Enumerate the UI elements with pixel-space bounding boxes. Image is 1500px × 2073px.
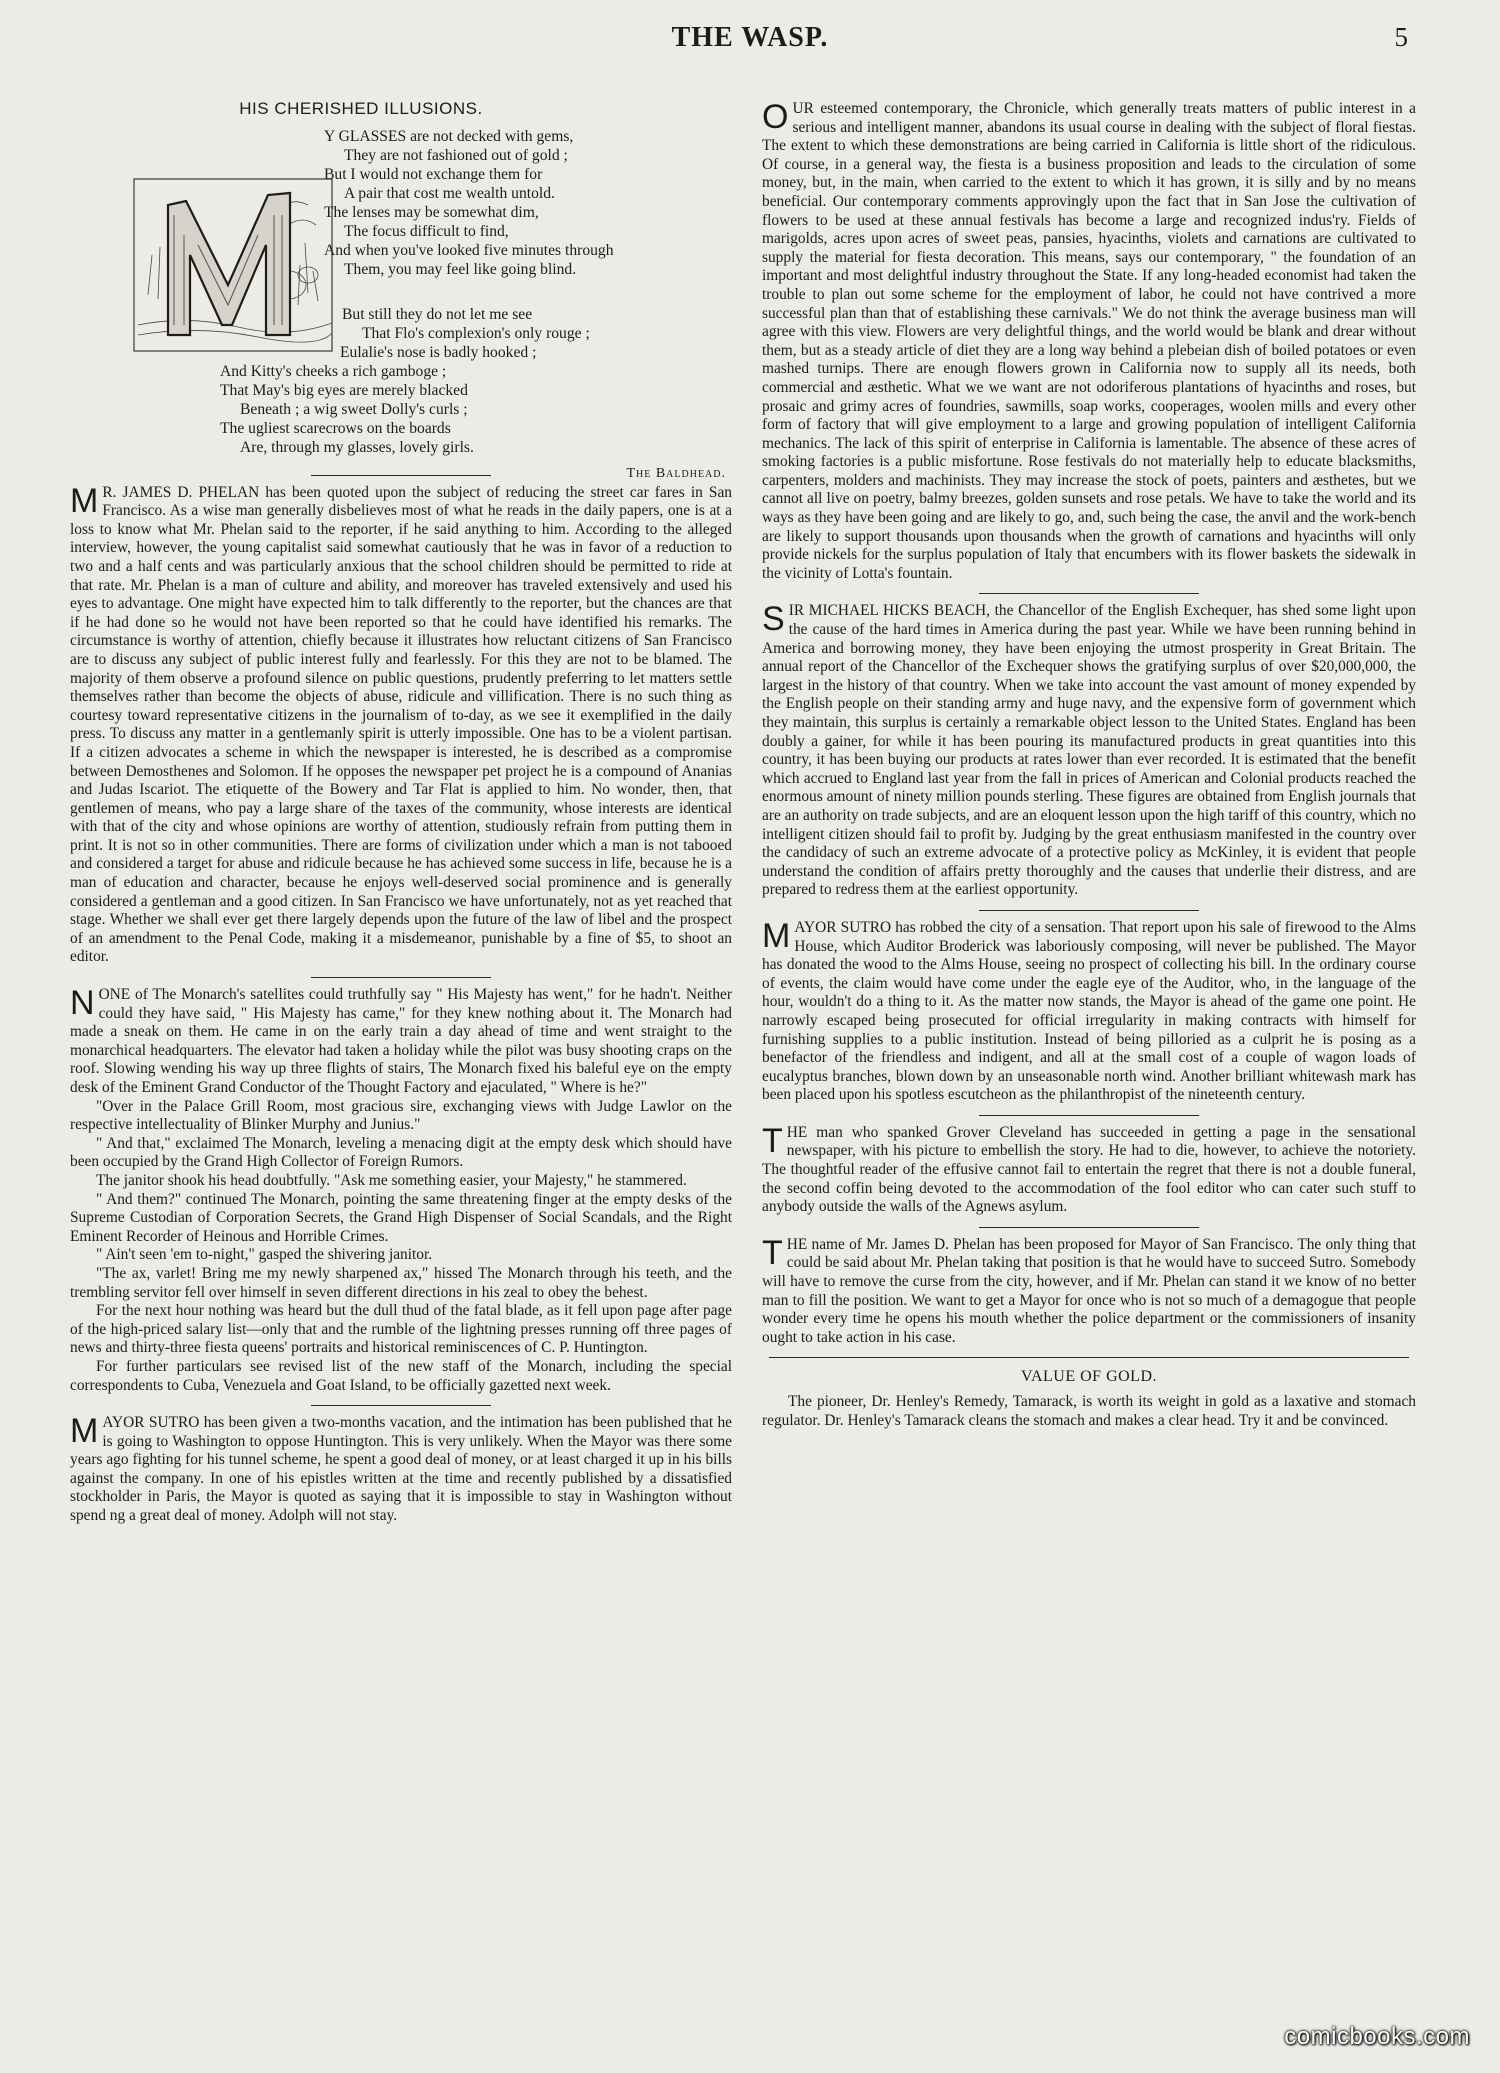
verse-line: Y GLASSES are not decked with gems, [324, 127, 574, 145]
divider-rule [311, 977, 491, 978]
verse-line: Beneath ; a wig sweet Dolly's curls ; [240, 400, 468, 418]
divider-rule [311, 1405, 491, 1406]
right-column [762, 100, 1416, 1440]
verse-line: A pair that cost me wealth untold. [344, 184, 555, 202]
article-text: " Ain't seen 'em to-night," gasped the shivering janitor. [96, 1246, 433, 1264]
verse-line: Are, through my glasses, lovely girls. [240, 438, 474, 456]
drop-cap: T [762, 1121, 783, 1160]
verse-line: The focus difficult to find, [344, 222, 509, 240]
drop-cap: N [70, 984, 95, 1023]
article-monarch [70, 986, 732, 1395]
drop-cap: M [70, 481, 99, 520]
article-text: The pioneer, Dr. Henley's Remedy, Tamarack, is worth its weight in gold as a laxative and stomach regulator. Dr. Henley's Tamarack cleans the stomach and makes a clear head. Try it and be convinced. [762, 1393, 1416, 1429]
poem-stanza-2b [220, 343, 536, 457]
divider-rule [979, 1227, 1199, 1228]
illustrated-initial-m-icon [128, 175, 338, 355]
divider-rule [979, 593, 1199, 594]
drop-cap: T [762, 1233, 783, 1272]
article-cleveland [762, 1121, 1416, 1217]
article-text: " And them?" continued The Monarch, pointing the same threatening finger at the empty desks of the Supreme Custodian of Corporation Secrets, the Grand High Dispenser of Social Scandals, and the Right Eminent Recorder of Heinous and Horrible Crimes. [70, 1190, 732, 1245]
poem-stanza-1 [324, 127, 614, 279]
advertisement-tamarack [762, 1393, 1416, 1430]
article-hicks-beach [762, 602, 1416, 900]
article-sutro-firewood [762, 916, 1416, 1105]
article-text: "Over in the Palace Grill Room, most gracious sire, exchanging views with Judge Lawlor on the respective intellectuality of Blinker Murphy and Junius." [70, 1097, 732, 1134]
divider-rule [979, 1115, 1199, 1116]
left-column [70, 100, 732, 1536]
verse-line: But still they do not let me see [342, 305, 533, 323]
article-text: "The ax, varlet! Bring me my newly sharpened ax," hissed The Monarch through his teeth, and the trembling servitor fell over himself in seven different directions in his zeal to obey the behest. [70, 1264, 732, 1301]
watermark: comicbooks.com [1284, 2023, 1470, 2050]
poem-stanza-2a [342, 305, 590, 343]
article-text: R. JAMES D. PHELAN has been quoted upon the subject of reducing the street car fares in San Francisco. As a wise man generally disbelieves most of what he reads in the daily papers, one is at a loss to know what Mr. Phelan said to the reporter, if he said anything to him. According to the alleged interview, however, the young capitalist said somewhat cautiously that he was in favor of a reduction to two and a half cents and was particularly anxious that the school children should be permitted to ride at that rate. Mr. Phelan is a man of culture and ability, and moreover has traveled extensively and used his eyes to advantage. One might have expected him to talk differently to the reporter, but the chances are that if he had done so he would not have been reported so that he could have identified his remarks. The circumstance is worthy of attention, chiefly because it illustrates how reluctant citizens of San Francisco are to discuss any subject of public interest fully and fearlessly. For this they are not to be blamed. The majority of them observe a profound silence on public questions, prudently preferring to let matters settle themselves rather than become the objects of abuse, ridicule and villification. There is no such thing as courtesy toward representative citizens in the journalism of to-day, as we see it exemplified in the daily press. To discuss any matter in a gentlemanly spirit is utterly impossible. One has to be a violent partisan. If a citizen advocates a scheme in which the newspaper is interested, he is described as a compromise between Demosthenes and Solomon. If he opposes the newspaper pet project he is a compound of Ananias and Judas Iscariot. The etiquette of the Bowery and Tar Flat is applied to him. No wonder, then, that gentlemen of means, who pay a large share of the taxes of the community, whose interests are identical with that of the city and whose opinions are worthy of attention, studiously refrain from putting them in print. It is not so in other communities. There are forms of civilization under which a man is not tabooed and considered a target for abuse and ridicule because he has achieved some success in life, because he is a man of education and character, because he enjoys well-deserved social prominence and is generally considered a gentleman and a good citizen. In San Francisco we have unfortunately, not as yet reached that stage. Whether we shall ever get there largely depends upon the future of the law of libel and the prospect of an amendment to the Penal Code, making it a misdemeanor, punishable by a fine of $5, to shoot an editor. [70, 483, 732, 966]
drop-cap: M [70, 1412, 99, 1451]
article-text: HE man who spanked Grover Cleveland has succeeded in getting a page in the sensational newspaper, with his picture to embellish the story. He had to die, however, to achieve the notoriety. The thoughtful reader of the effusive cannot fail to entertain the regret that there is not a double funeral, the second coffin being devoted to the accommodation of the fool editor who can cater such stuff to anybody outside the walls of the Agnews asylum. [762, 1123, 1416, 1216]
verse-line: The lenses may be somewhat dim, [324, 203, 539, 221]
poem [70, 127, 732, 481]
masthead: THE WASP. [671, 22, 829, 53]
article-floral-fiestas [762, 100, 1416, 583]
verse-line: Them, you may feel like going blind. [344, 260, 577, 278]
verse-line: Eulalie's nose is badly hooked ; [340, 343, 537, 361]
verse-line: But I would not exchange them for [324, 165, 543, 183]
verse-line: The ugliest scarecrows on the boards [220, 419, 451, 437]
page-header [0, 22, 1500, 62]
divider-rule [979, 910, 1199, 911]
article-text: HE name of Mr. James D. Phelan has been proposed for Mayor of San Francisco. The only thing that could be said about Mr. Phelan taking that position is that he would have to succeed Sutro. Somebody will have to remove the curse from the city, however, and if Mr. Phelan can stand it we know of no better man to fill the position. We want to get a Mayor for once who is not so much of a demagogue that people wonder every time he opens his mouth whether the police department or the commissioners of insanity ought to take action in his case. [762, 1235, 1416, 1346]
article-text: IR MICHAEL HICKS BEACH, the Chancellor of the English Exchequer, has shed some light upon the cause of the hard times in America during the past year. While we have been running behind in America and borrowing money, they have been enjoying the utmost prosperity in Great Britain. The annual report of the Chancellor of the Exchequer shows the gratifying surplus of over $20,000,000, the largest in the history of that country. When we take into account the vast amount of money expended by the English people on their standing army and huge navy, and the expensive form of government which they maintain, this surplus is certainly a remarkable object lesson to the United States. England has been doubly a gainer, for while it has been pouring its manufactured products in great quantities into this country, it has been buying our products at rates lower than ever recorded. It is estimated that the benefit which accrued to England last year from the fall in prices of American and Colonial products reached the enormous amount of ninety million pounds sterling. These figures are obtained from English journals that are an authority on trade subjects, and are an eloquent lesson upon the high tariff of this country, which no intelligent citizen should fail to profit by. Judging by the great enthusiasm manifested in the country over the candidacy of such an extreme advocate of a protective policy as McKinley, it is evident that people understand the condition of affairs pretty thoroughly and the causes that underlie their distress, and are prepared to redress them at the earliest opportunity. [762, 602, 1416, 899]
verse-line: And Kitty's cheeks a rich gamboge ; [220, 362, 447, 380]
verse-line: They are not fashioned out of gold ; [344, 146, 568, 164]
poem-signature: The Baldhead. [626, 465, 726, 481]
article-text: ONE of The Monarch's satellites could truthfully say " His Majesty has went," for he hadn't. Neither could they have said, " His Majesty has came," for they knew nothing about it. The Monarch had made a sneak on them. He came in on the early train a day ahead of time and went straight to the monarchical headquarters. The elevator had taken a holiday while the pilot was busy shooting craps on the roof. Slowing wending his way up three flights of stairs, The Monarch fixed his baleful eye on the empty desk of the Eminent Grand Conductor of the Thought Factory and ejaculated, " Where is he?" [70, 986, 732, 1096]
article-text: For the next hour nothing was heard but the dull thud of the fatal blade, as it fell upon page after page of the high-priced salary list—only that and the rumble of the lightning presses running off three pages of news and thirty-three fiesta queens' portraits and historical reminiscences of C. P. Huntington. [70, 1302, 732, 1357]
drop-cap: O [762, 98, 789, 136]
verse-line: That May's big eyes are merely blacked [220, 381, 468, 399]
drop-cap: S [762, 600, 785, 639]
page-number: 5 [1394, 22, 1408, 52]
drop-cap: M [762, 916, 791, 955]
article-sutro-vacation [70, 1414, 732, 1526]
article-phelan-car-fares [70, 481, 732, 967]
verse-line: That Flo's complexion's only rouge ; [362, 324, 590, 342]
divider-rule [769, 1357, 1409, 1358]
poem-title: HIS CHERISHED ILLUSIONS. [239, 99, 483, 118]
article-phelan-mayor [762, 1233, 1416, 1348]
verse-line: And when you've looked five minutes through [324, 241, 614, 259]
article-text: " And that," exclaimed The Monarch, leveling a menacing digit at the empty desk which should have been occupied by the Grand High Collector of Foreign Rumors. [70, 1134, 732, 1171]
article-text: For further particulars see revised list of the new staff of the Monarch, including the special correspondents to Cuba, Venezuela and Goat Island, to be officially gazetted next week. [70, 1357, 732, 1394]
article-text: AYOR SUTRO has robbed the city of a sensation. That report upon his sale of firewood to the Alms House, which Auditor Broderick was laboriously composing, will never be published. The Mayor has donated the wood to the Alms House, seeing no prospect of collecting his bill. In the ordinary course of events, the claim would have come under the eagle eye of the Auditor, who, in the language of the hour, wouldn't do a thing to it. As the matter now stands, the Mayor is ahead of the game one point. He narrowly escaped being prosecuted for official irregularity in making contracts with himself for furnishing supplies to a public institution. Instead of being pilloried as a culprit he is posing as a benefactor of the friendless and indigent, and all at the small cost of a couple of wagon loads of eucalyptus branches, blown down by an unseasonable north wind. Another brilliant whitewash mark has been placed upon his spotless escutcheon as the philanthropist of the nineteenth century. [762, 918, 1416, 1104]
article-text: The janitor shook his head doubtfully. "Ask me something easier, your Majesty," he stammered. [96, 1171, 687, 1189]
section-title: VALUE OF GOLD. [1020, 1368, 1158, 1386]
article-text: AYOR SUTRO has been given a two-months vacation, and the intimation has been published that he is going to Washington to oppose Huntington. This is very unlikely. When the Mayor was there some years ago fighting for his tunnel scheme, he spent a good deal of money, or at least charged it up in his bills against the company. In one of his epistles written at the time and recently published by a dissatisfied stockholder in Paris, the Mayor is quoted as saying that it is impossible to stay in Washington without spend ng a great deal of money. Adolph will not stay. [70, 1414, 732, 1525]
article-text: UR esteemed contemporary, the Chronicle, which generally treats matters of public interest in a serious and intelligent manner, abandons its usual course in dealing with the subject of floral fiestas. The extent to which these demonstrations are being carried in California is little short of the ridiculous. Of course, in a general way, the fiesta is a business proposition and leads to the circulation of some money, but, in the main, when carried to the extent to which it has grown, it is silly and by no means beneficial. Our contemporary comments approvingly upon the fact that in San Jose the cultivation of flowers to be used at these annual festivals has become a large and recognized indus'ry. Fields of marigolds, acres upon acres of sweet peas, pansies, hyacinths, violets and carnations are cultivated to supply the material for fiesta decoration. This means, says our contemporary, " the foundation of an important and most delightful industry throughout the State. If any long-headed economist had taken the trouble to plan out some scheme for the employment of labor, he could not have contrived a more successful plan than that of establishing these carnivals." We do not think the average business man will agree with this view. Flowers are very delightful things, and the world would be blank and drear without them, but as a steady article of diet they are a long way behind a plebeian dish of boiled potatoes or even mashed turnips. There are enough flowers grown in California now to supply all its needs, both commercial and æsthetic. What we we want are not odoriferous plantations of hyacinths and roses, but prosaic and grimy acres of foundries, sawmills, soap works, cooperages, woolen mills and every other form of factory that will give employment to a large and growing population of intelligent California mechanics. The lack of this spirit of enterprise in California is lamentable. The absence of these acres of smoking factories is a public misfortune. Rose festivals do not materially help to educate blacksmiths, carpenters, molders and machinists. They may increase the stock of poets, painters and æsthetes, but we cannot all live on poetry, balmy breezes, golden sunsets and rose petals. We have to take the world and its ways as they have been going and are likely to go, and, such being the case, the anvil and the work-bench are likely to support thousands upon thousands when the growth of carnations and hyacinths will only provide nickels for the surplus population of Italy that encumbers with its flower baskets the sidewalk in the vicinity of Lotta's fountain. [762, 100, 1416, 582]
